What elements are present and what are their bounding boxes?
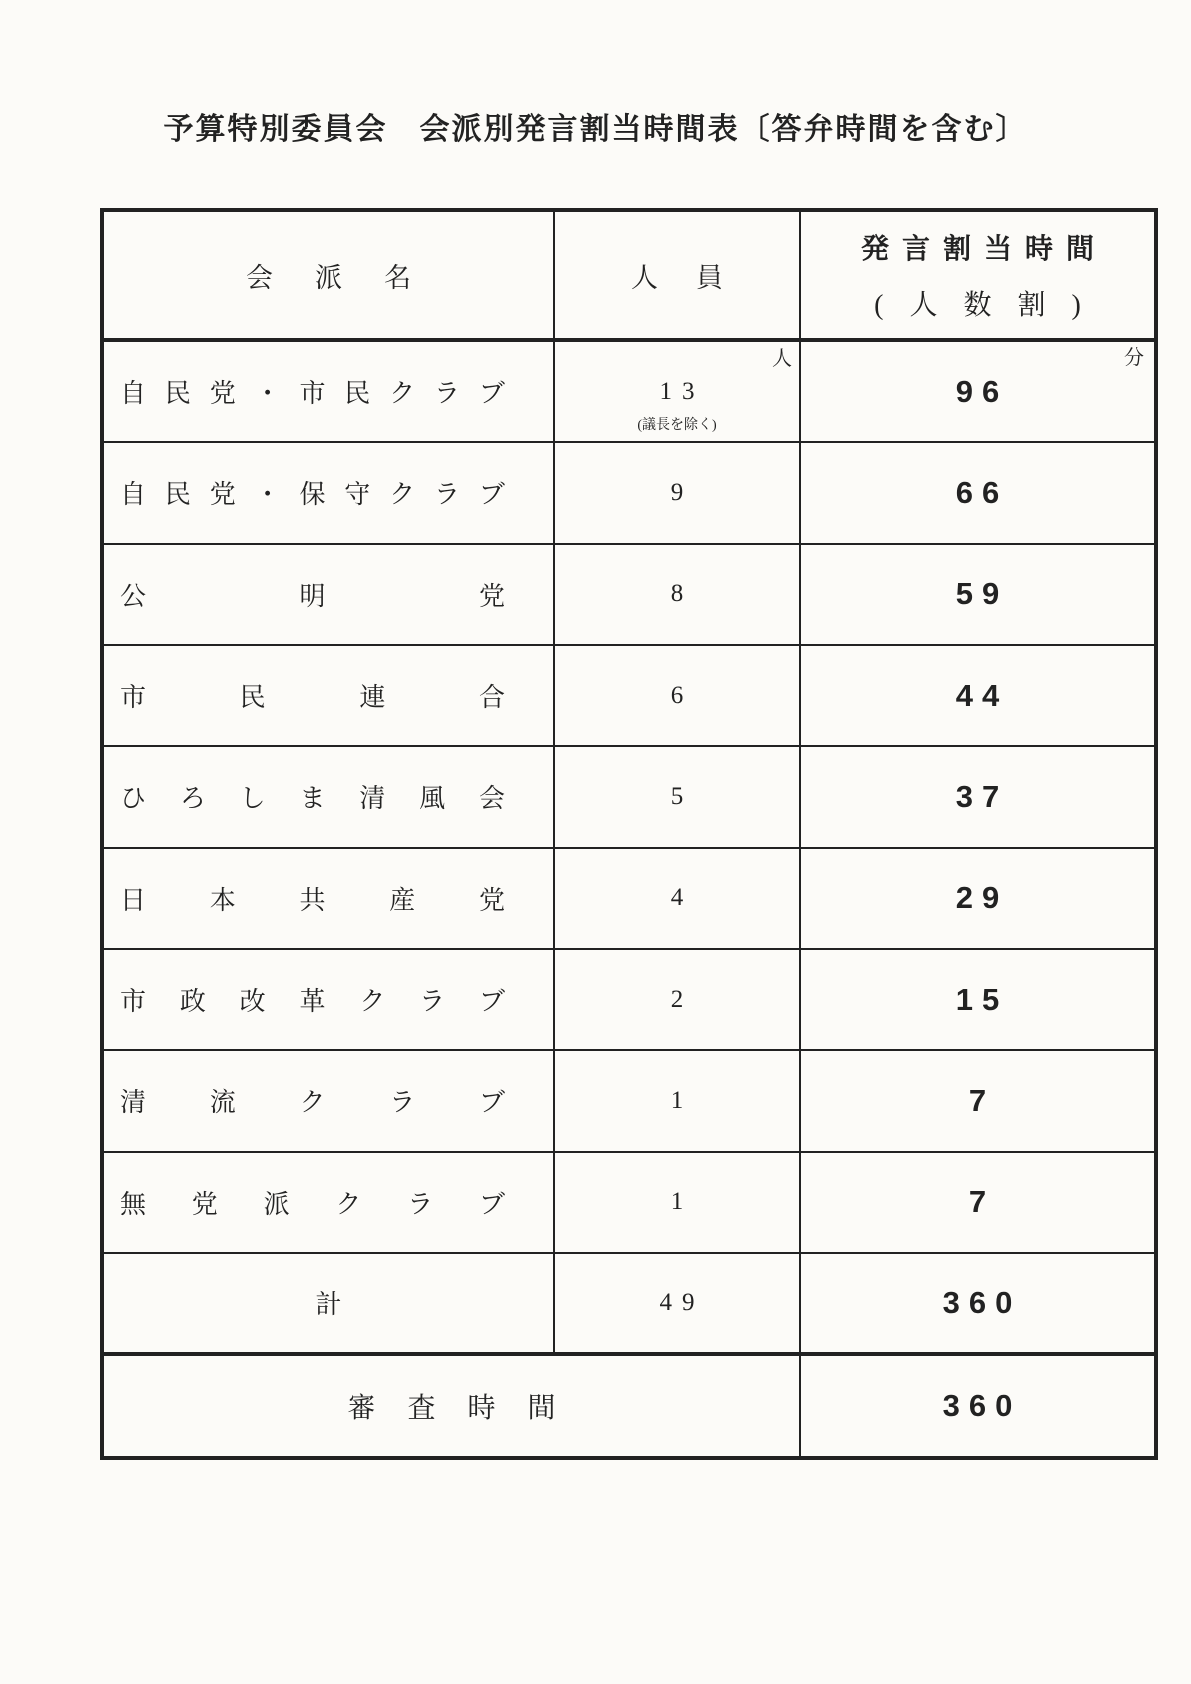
time-cell	[801, 646, 1154, 745]
faction-name-cell	[104, 342, 555, 441]
header-time	[801, 212, 1154, 338]
table-row	[104, 644, 1154, 745]
members-cell	[555, 443, 801, 542]
time-cell	[801, 849, 1154, 948]
time-value: 7	[968, 1184, 996, 1220]
time-cell	[801, 747, 1154, 846]
members-count: 5	[670, 782, 694, 810]
faction-name-cell	[104, 747, 555, 846]
members-count: 13	[659, 377, 705, 405]
faction-name: 市 政 改 革 ク ラ ブ	[120, 987, 505, 1017]
time-unit-label: 分	[1124, 347, 1144, 369]
faction-name-cell	[104, 646, 555, 745]
faction-name: 公 明 党	[120, 581, 505, 611]
total-time-cell	[801, 1254, 1154, 1352]
review-label-cell	[104, 1356, 801, 1456]
faction-name-cell	[104, 443, 555, 542]
time-value: 44	[955, 677, 1009, 713]
document-title: 予算特別委員会 会派別発言割当時間表〔答弁時間を含む〕	[163, 113, 1028, 146]
members-cell	[555, 342, 801, 441]
faction-name-cell	[104, 950, 555, 1049]
time-value: 29	[955, 880, 1009, 916]
total-time-value: 360	[942, 1284, 1022, 1320]
time-value: 59	[955, 576, 1009, 612]
faction-name: 市 民 連 合	[120, 683, 505, 713]
table-row	[104, 745, 1154, 846]
members-count: 8	[670, 580, 694, 608]
faction-name-cell	[104, 545, 555, 644]
header-time-label: 発言割当時間	[860, 233, 1107, 264]
faction-name: 無 党 派 ク ラ ブ	[120, 1189, 505, 1219]
table-row	[104, 847, 1154, 948]
total-members-cell	[555, 1254, 801, 1352]
time-cell	[801, 1051, 1154, 1150]
review-time-cell	[801, 1356, 1154, 1456]
members-cell	[555, 1153, 801, 1252]
time-cell	[801, 950, 1154, 1049]
table-row	[104, 1151, 1154, 1252]
header-faction-label: 会派名	[246, 262, 453, 293]
time-cell	[801, 342, 1154, 441]
time-cell	[801, 443, 1154, 542]
table-row	[104, 1049, 1154, 1150]
members-cell	[555, 646, 801, 745]
faction-name-cell	[104, 1153, 555, 1252]
review-row	[104, 1352, 1154, 1456]
faction-name: 清 流 ク ラ ブ	[120, 1088, 505, 1118]
time-value: 66	[955, 474, 1009, 510]
time-cell	[801, 545, 1154, 644]
members-count: 9	[670, 478, 694, 506]
faction-name-cell	[104, 1051, 555, 1150]
header-time-sublabel: (人数割)	[874, 290, 1107, 321]
faction-name: 日 本 共 産 党	[120, 885, 505, 915]
allocation-table	[100, 208, 1158, 1460]
members-count: 4	[670, 884, 694, 912]
members-cell	[555, 545, 801, 644]
members-cell	[555, 747, 801, 846]
members-unit-label: 人	[772, 348, 792, 370]
total-label-cell	[104, 1254, 555, 1352]
members-count: 6	[670, 681, 694, 709]
time-value: 96	[955, 373, 1009, 409]
members-cell	[555, 950, 801, 1049]
members-cell	[555, 849, 801, 948]
time-value: 7	[968, 1082, 996, 1118]
faction-name: 自 民 党 ・ 市 民 ク ラ ブ	[120, 379, 505, 409]
table-row	[104, 338, 1154, 441]
table-row	[104, 948, 1154, 1049]
members-count: 1	[670, 1086, 694, 1114]
review-time-value: 360	[942, 1387, 1022, 1423]
time-value: 15	[955, 981, 1009, 1017]
members-count: 1	[670, 1188, 694, 1216]
time-cell	[801, 1153, 1154, 1252]
faction-name-cell	[104, 849, 555, 948]
table-row	[104, 441, 1154, 542]
total-label: 計	[315, 1290, 342, 1320]
total-row	[104, 1252, 1154, 1352]
header-members	[555, 212, 801, 338]
members-cell	[555, 1051, 801, 1150]
faction-name: ひ ろ し ま 清 風 会	[120, 784, 505, 814]
members-note: (議長を除く)	[637, 418, 717, 434]
header-faction-name	[104, 212, 555, 338]
time-value: 37	[955, 778, 1009, 814]
table-row	[104, 543, 1154, 644]
header-members-label: 人員	[631, 262, 761, 293]
faction-name: 自 民 党 ・ 保 守 ク ラ ブ	[120, 480, 505, 510]
total-members-count: 49	[659, 1288, 705, 1316]
table-header-row	[104, 212, 1154, 338]
members-count: 2	[670, 985, 694, 1013]
review-label: 審査時間	[347, 1392, 588, 1424]
